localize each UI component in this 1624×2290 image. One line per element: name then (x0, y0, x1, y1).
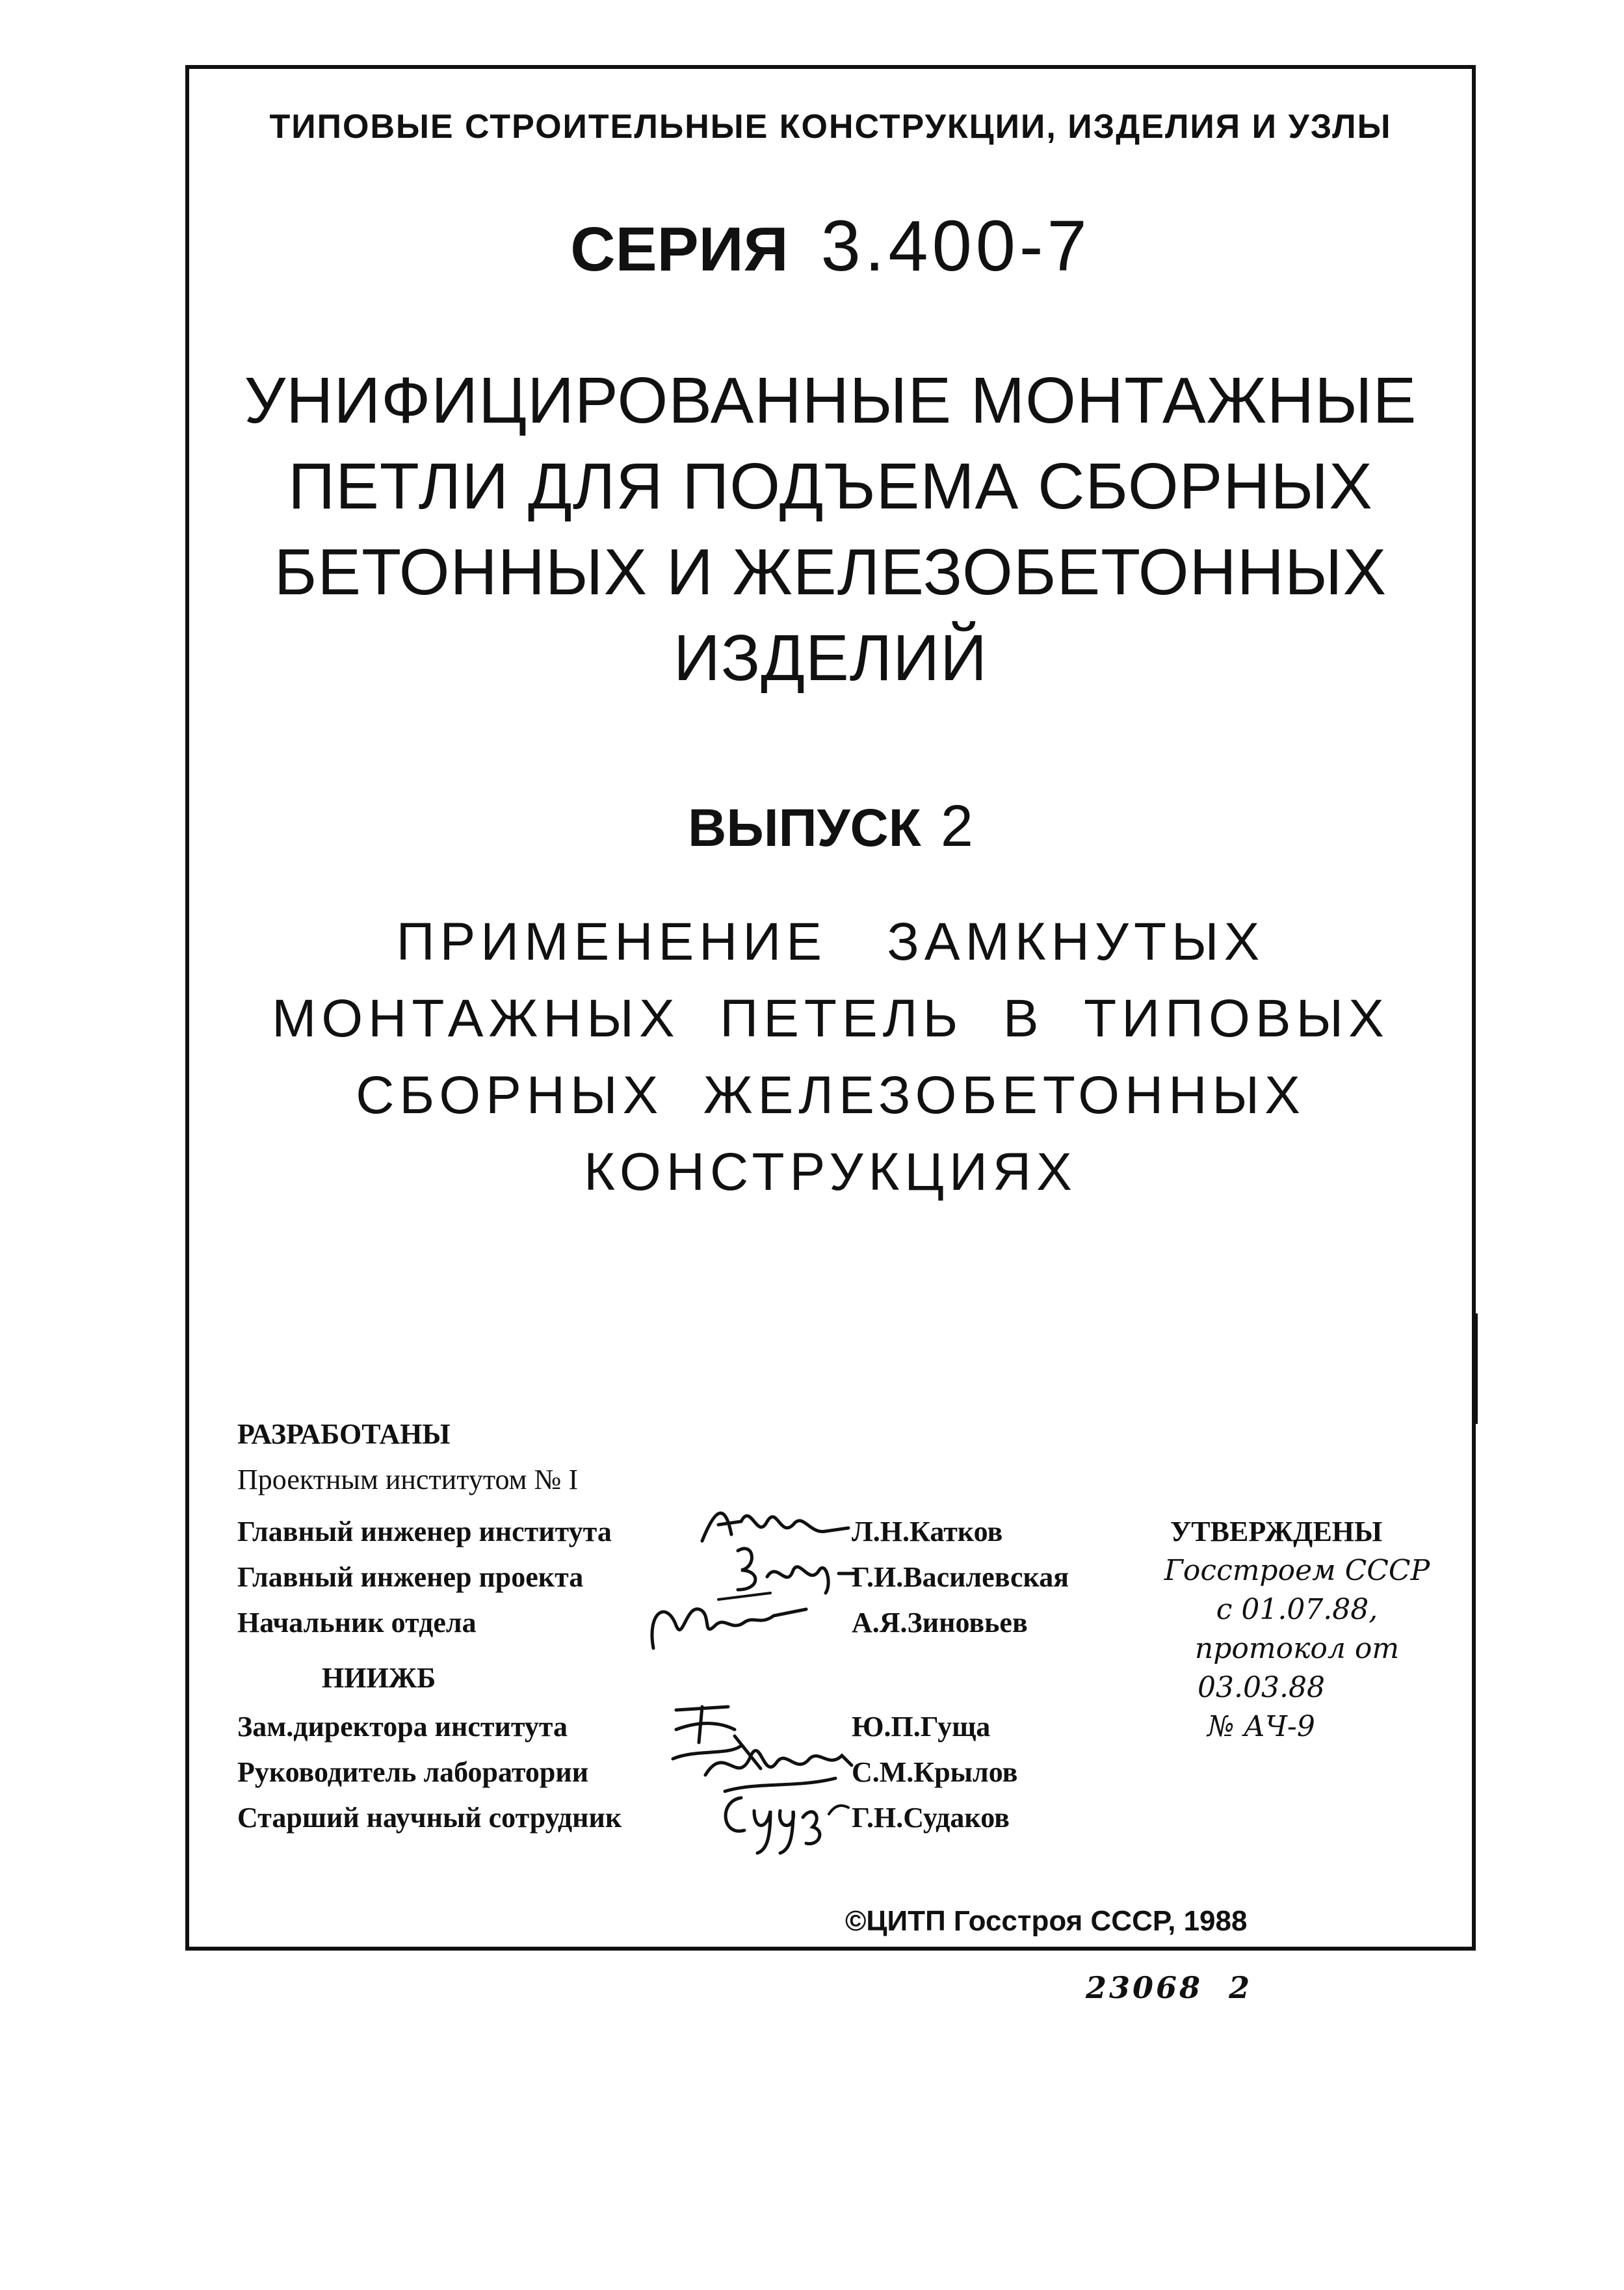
developed-label: РАЗРАБОТАНЫ (237, 1418, 451, 1450)
document-number: 23068 2 (1086, 1970, 1253, 2005)
credit-name: С.М.Крылов (852, 1756, 1018, 1788)
subtitle-line: МОНТАЖНЫХ ПЕТЕЛЬ В ТИПОВЫХ (272, 989, 1389, 1048)
subtitle-line: КОНСТРУКЦИЯХ (584, 1142, 1077, 1202)
credit-role: Руководитель лаборатории (237, 1756, 589, 1788)
credit-role: Главный инженер института (237, 1516, 612, 1547)
credit-name: Ю.П.Гуща (852, 1711, 991, 1743)
credit-role: Начальник отдела (237, 1607, 477, 1639)
credit-role: Главный инженер проекта (237, 1561, 584, 1593)
series-line (185, 205, 1476, 287)
credit-name: Л.Н.Катков (852, 1516, 1003, 1547)
main-title-line: УНИФИЦИРОВАННЫЕ МОНТАЖНЫЕ (244, 364, 1417, 437)
series-number: 3.400-7 (820, 206, 1091, 286)
approval-line: с 01.07.88, (1216, 1593, 1378, 1626)
org2-label: НИИЖБ (322, 1662, 436, 1694)
credit-name: Г.Н.Судаков (852, 1802, 1010, 1834)
approval-label: УТВЕРЖДЕНЫ (1170, 1516, 1383, 1547)
issue-line (185, 793, 1476, 860)
signature-sudakov (715, 1785, 852, 1856)
main-title-line: БЕТОННЫХ И ЖЕЛЕЗОБЕТОННЫХ (274, 536, 1387, 609)
main-title (195, 358, 1466, 701)
credit-name: Г.И.Василевская (852, 1561, 1069, 1593)
collection-title: ТИПОВЫЕ СТРОИТЕЛЬНЫЕ КОНСТРУКЦИИ, ИЗДЕЛИЯ И УЗЛЫ (269, 108, 1392, 146)
credit-role: Старший научный сотрудник (237, 1802, 622, 1834)
issue-number: 2 (940, 794, 973, 859)
series-label: СЕРИЯ (570, 215, 789, 284)
signature-zinovyev (640, 1586, 809, 1658)
credit-role: Зам.директора института (237, 1711, 568, 1743)
approval-line: № АЧ-9 (1207, 1710, 1315, 1743)
credit-name: А.Я.Зиновьев (852, 1607, 1028, 1639)
main-title-line: ИЗДЕЛИЙ (673, 622, 988, 694)
main-title-line: ПЕТЛИ ДЛЯ ПОДЪЕМА СБОРНЫХ (288, 450, 1373, 523)
subtitle-line: СБОРНЫХ ЖЕЛЕЗОБЕТОННЫХ (356, 1066, 1305, 1125)
approval-line: Госстроем СССР (1164, 1554, 1430, 1587)
subtitle (195, 904, 1466, 1211)
scan-edge-mark (1473, 1313, 1478, 1424)
issue-label: ВЫПУСК (688, 798, 921, 858)
copyright: ©ЦИТП Госстроя СССР, 1988 (845, 1905, 1248, 1937)
subtitle-line: ПРИМЕНЕНИЕ ЗАМКНУТЫХ (396, 912, 1265, 971)
approval-line: протокол от (1194, 1632, 1400, 1665)
approval-line: 03.03.88 (1198, 1671, 1325, 1704)
institute-name: Проектным институтом № I (237, 1464, 579, 1495)
